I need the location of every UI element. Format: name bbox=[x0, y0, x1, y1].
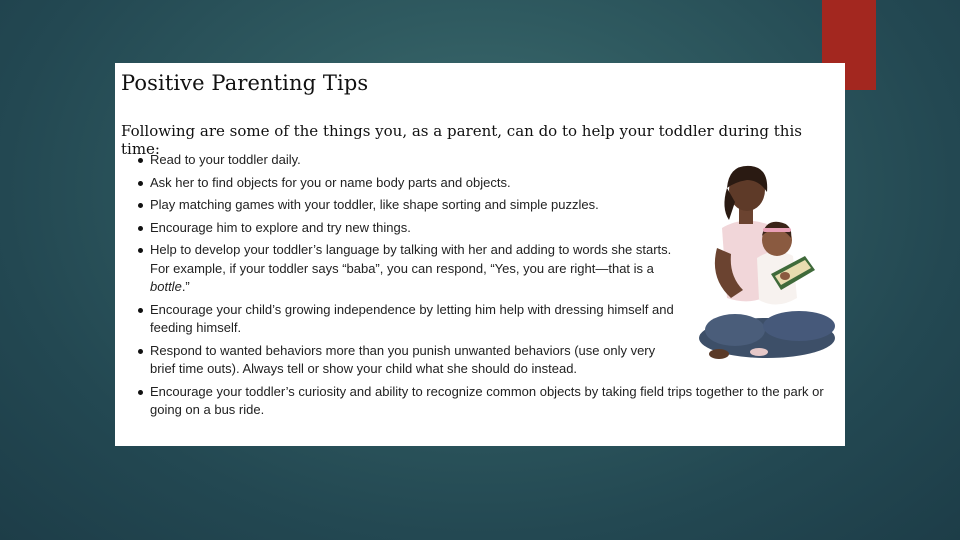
tip-text: Help to develop your toddler’s language by talking with her and adding to words she starts. For example, if your toddler says “baba”, you can respond, “Yes, you are right—that is a bbox=[150, 242, 672, 276]
tip-emphasis: bottle bbox=[150, 279, 182, 294]
tip-text: Read to your toddler daily. bbox=[150, 152, 301, 167]
list-item bbox=[121, 219, 710, 238]
content-card bbox=[115, 63, 845, 446]
tip-text: Encourage your toddler’s curiosity and ability to recognize common objects by taking field trips together to the park or going on a bus ride. bbox=[150, 383, 824, 417]
mother-reading-to-toddler-icon bbox=[687, 158, 837, 368]
list-item bbox=[121, 301, 685, 338]
list-item bbox=[121, 174, 710, 193]
list-item bbox=[121, 342, 670, 379]
tip-text: Play matching games with your toddler, like shape sorting and simple puzzles. bbox=[150, 197, 599, 212]
tip-text: Encourage your child’s growing independence by letting him help with dressing himself and feeding himself. bbox=[150, 301, 674, 335]
tip-text: Ask her to find objects for you or name body parts and objects. bbox=[150, 174, 511, 190]
list-item bbox=[121, 241, 677, 297]
mother-reading-photo bbox=[687, 158, 837, 368]
list-item bbox=[121, 196, 710, 215]
tip-text: Encourage him to explore and try new things. bbox=[150, 219, 411, 235]
intro-text: Following are some of the things you, as a parent, can do to help your toddler during this time: bbox=[121, 122, 802, 158]
list-item bbox=[121, 151, 710, 170]
slide-title: Positive Parenting Tips bbox=[121, 71, 369, 95]
list-item bbox=[121, 383, 840, 420]
tip-text: Respond to wanted behaviors more than you punish unwanted behaviors (use only very brief time outs). Always tell or show your child what she should do instead. bbox=[150, 342, 656, 376]
tip-suffix: .” bbox=[181, 279, 190, 294]
